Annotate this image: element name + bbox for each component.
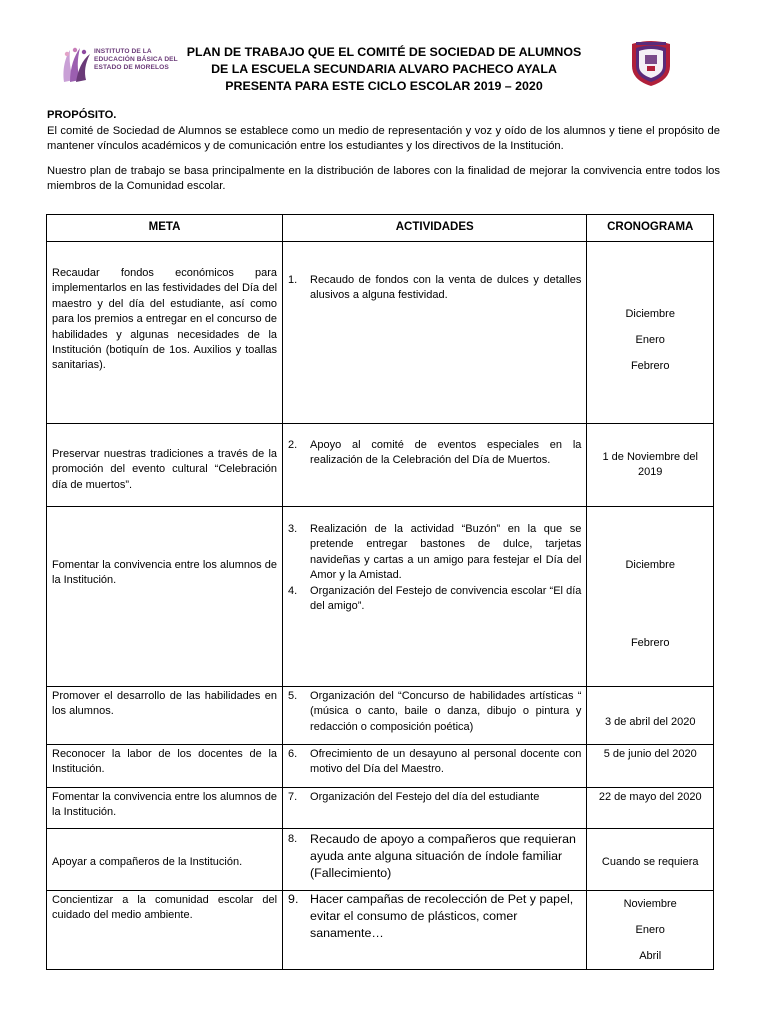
activity-item: [288, 790, 581, 805]
table-row: [47, 687, 714, 745]
activity-text: Organización del Festejo de convivencia escolar “El día del amigo”.: [310, 584, 582, 613]
table-row: [47, 424, 714, 507]
activity-number: 4.: [288, 584, 298, 597]
purpose-heading: PROPÓSITO.: [47, 109, 117, 121]
cronograma-cell: [587, 507, 714, 687]
meta-cell: Concientizar a la comunidad escolar del cuidado del medio ambiente.: [47, 891, 283, 970]
cronograma-cell: [587, 891, 714, 970]
logo-text-line: INSTITUTO DE LA: [94, 48, 152, 55]
cronograma-date: 3 de abril del 2020: [604, 715, 696, 728]
header-actividades: ACTIVIDADES: [283, 215, 587, 242]
cronograma-date: Enero: [635, 333, 665, 346]
cronograma-date: Noviembre: [623, 898, 677, 910]
activity-item: [288, 273, 581, 304]
activity-text: Organización del “Concurso de habilidades artísticas “ (música o canto, baile o danza, dibujo o pintura y redacción o composición poética): [310, 690, 582, 733]
activities-cell: [283, 687, 587, 745]
activity-text: Recaudo de fondos con la venta de dulces y detalles alusivos a alguna festividad.: [310, 274, 582, 302]
activities-cell: [283, 507, 587, 687]
activity-item: [288, 747, 581, 778]
cronograma-cell: [587, 788, 714, 829]
cronograma-date: Enero: [635, 924, 665, 936]
activity-number: 2.: [288, 439, 298, 451]
cronograma-date: Abril: [639, 950, 662, 962]
activity-item: [288, 831, 581, 882]
activity-number: 5.: [288, 690, 298, 702]
activities-cell: [283, 891, 587, 970]
cronograma-date: 22 de mayo del 2020: [598, 791, 702, 803]
title-line-1: PLAN DE TRABAJO QUE EL COMITÉ DE SOCIEDAD DE ALUMNOS: [186, 45, 582, 59]
cronograma-cell: [587, 424, 714, 507]
activity-item: [288, 584, 581, 615]
logo-text-line: EDUCACIÓN BÁSICA DEL: [94, 56, 178, 63]
cronograma-date: Diciembre: [625, 307, 675, 320]
meta-cell: Recaudar fondos económicos para implementarlos en las festividades del Día del maestro y del día del estudiante, así como para los premios a entregar en el concurso de habilidades y algunas necesidades de la Institución (botiquín de 1os. Auxilios y toallas sanitarias).: [47, 242, 283, 424]
activity-text: Organización del Festejo del día del estudiante: [310, 791, 540, 803]
activities-cell: [283, 829, 587, 891]
cronograma-date: Cuando se requiera: [601, 855, 699, 868]
title-line-2: DE LA ESCUELA SECUNDARIA ALVARO PACHECO AYALA: [211, 62, 557, 76]
cronograma-cell: [587, 687, 714, 745]
activities-cell: [283, 788, 587, 829]
activity-number: 9.: [288, 892, 299, 906]
header-meta: META: [47, 215, 283, 242]
table-row: [47, 507, 714, 687]
table-row: [47, 788, 714, 829]
activity-number: 1.: [288, 274, 298, 286]
school-shield-icon: [628, 40, 674, 88]
table-header-row: [47, 215, 714, 242]
activities-cell: [283, 424, 587, 507]
activity-item: [288, 891, 581, 942]
cronograma-date: Febrero: [630, 637, 670, 650]
activity-text: Apoyo al comité de eventos especiales en la realización de la Celebración del Día de Muertos.: [310, 439, 582, 467]
activity-text: Hacer campañas de recolección de Pet y papel, evitar el consumo de plásticos, comer sanamente…: [310, 892, 574, 940]
plan-paragraph: Nuestro plan de trabajo se basa principalmente en la distribución de labores con la finalidad de mejorar la convivencia entre todos los miembros de la Comunidad escolar.: [47, 164, 720, 192]
activity-text: Recaudo de apoyo a compañeros que requieran ayuda ante alguna situación de índole familiar (Fallecimiento): [310, 832, 576, 880]
meta-cell: Fomentar la convivencia entre los alumnos de la Institución.: [47, 507, 283, 687]
activity-number: 8.: [288, 833, 298, 845]
cronograma-date: 1 de Noviembre del 2019: [602, 450, 698, 478]
activity-number: 3.: [288, 523, 298, 535]
meta-cell: Preservar nuestras tradiciones a través de la promoción del evento cultural “Celebración día de muertos”.: [47, 424, 283, 507]
table-row: [47, 242, 714, 424]
meta-cell: Promover el desarrollo de las habilidades en los alumnos.: [47, 687, 283, 745]
activity-item: [288, 689, 581, 735]
activities-cell: [283, 745, 587, 788]
work-plan-table: [46, 214, 714, 970]
cronograma-cell: [587, 745, 714, 788]
meta-cell: Reconocer la labor de los docentes de la Institución.: [47, 745, 283, 788]
iebem-logo-text: [94, 48, 178, 72]
document-header: [0, 36, 768, 106]
activity-item: [288, 438, 581, 469]
table-row: [47, 891, 714, 970]
table-row: [47, 829, 714, 891]
cronograma-cell: [587, 242, 714, 424]
meta-cell: Apoyar a compañeros de la Institución.: [47, 829, 283, 891]
activity-text: Realización de la actividad “Buzón” en la que se pretende entregar bastones de dulce, tarjetas navideñas y cartas a un amigo para festejar el Día del Amor y la Amistad.: [310, 523, 582, 582]
activity-text: Ofrecimiento de un desayuno al personal docente con motivo del Día del Maestro.: [310, 748, 582, 776]
activity-number: 7.: [288, 791, 298, 803]
cronograma-date: 5 de junio del 2020: [603, 748, 697, 760]
purpose-section: [47, 108, 720, 195]
iebem-logo: [58, 42, 178, 86]
meta-cell: Fomentar la convivencia entre los alumnos de la Institución.: [47, 788, 283, 829]
cronograma-date: Diciembre: [625, 559, 675, 571]
activity-number: 6.: [288, 748, 298, 760]
table-row: [47, 745, 714, 788]
logo-text-line: ESTADO DE MORELOS: [94, 64, 169, 71]
iebem-emblem-icon: [58, 42, 94, 86]
cronograma-cell: [587, 829, 714, 891]
title-line-3: PRESENTA PARA ESTE CICLO ESCOLAR 2019 – 2020: [225, 79, 543, 93]
header-cronograma: CRONOGRAMA: [587, 215, 714, 242]
activities-cell: [283, 242, 587, 424]
activity-item: [288, 522, 581, 584]
cronograma-date: Febrero: [630, 359, 670, 372]
document-title: [178, 44, 590, 95]
purpose-paragraph: El comité de Sociedad de Alumnos se establece como un medio de representación y voz y oído de los alumnos y tiene el propósito de mantener vínculos académicos y de comunicación entre los estudiantes y los directivos de la Institución.: [47, 124, 720, 152]
